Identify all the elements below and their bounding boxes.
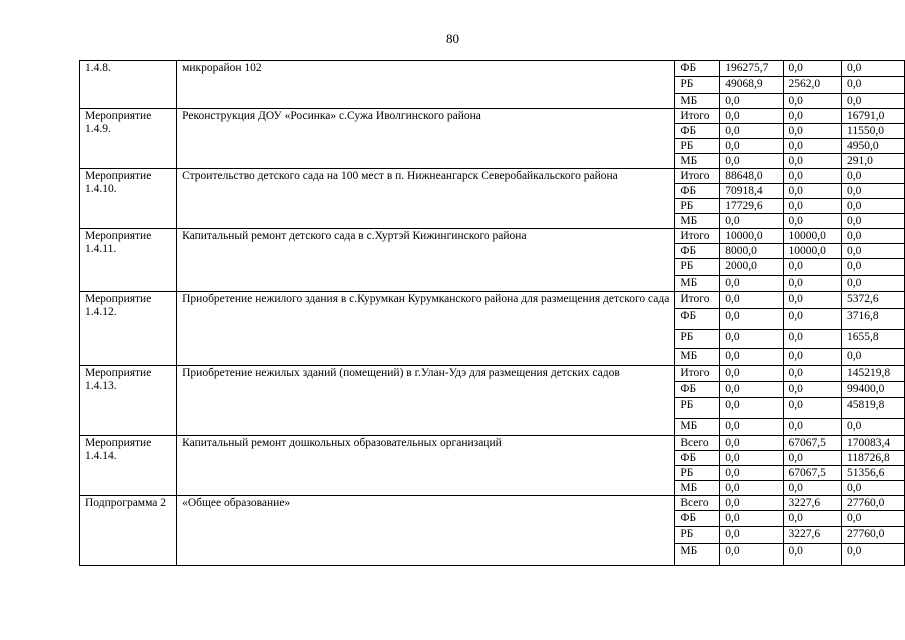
value-cell-2: 0,0 [783, 139, 841, 154]
activity-label: Мероприятие [85, 110, 152, 122]
value-cell-3: 0,0 [842, 214, 905, 229]
value-cell-1: 0,0 [720, 451, 783, 466]
activity-number: 1.4.13. [85, 380, 117, 392]
value-cell-1: 0,0 [720, 349, 783, 366]
value-cell-3: 45819,8 [842, 398, 905, 419]
value-cell-2: 0,0 [783, 259, 841, 276]
activity-label: Мероприятие [85, 437, 152, 449]
value-cell-3: 0,0 [842, 244, 905, 259]
value-cell-3: 145219,8 [842, 366, 905, 382]
funding-source-cell: ФБ [675, 382, 720, 398]
value-cell-3: 0,0 [842, 349, 905, 366]
value-cell-1: 0,0 [720, 511, 783, 527]
activity-cell [80, 436, 177, 496]
activity-description: Реконструкция ДОУ «Росинка» с.Сужа Иволгинского района [177, 109, 675, 169]
value-cell-2: 10000,0 [783, 244, 841, 259]
value-cell-2: 0,0 [783, 124, 841, 139]
activity-description: Приобретение нежилого здания в с.Курумкан Курумканского района для размещения детского сада [177, 292, 675, 366]
value-cell-1: 0,0 [720, 214, 783, 229]
budget-table-body [80, 61, 905, 566]
funding-source-cell: Итого [675, 366, 720, 382]
funding-source-cell: ФБ [675, 124, 720, 139]
funding-source-cell: РБ [675, 398, 720, 419]
activity-number: 1.4.11. [85, 243, 117, 255]
value-cell-2: 0,0 [783, 94, 841, 109]
value-cell-1: 196275,7 [720, 61, 783, 77]
value-cell-1: 0,0 [720, 527, 783, 544]
value-cell-2: 10000,0 [783, 229, 841, 244]
table-row [80, 292, 905, 309]
activity-label: Мероприятие [85, 367, 152, 379]
funding-source-cell: РБ [675, 466, 720, 481]
activity-cell [80, 496, 177, 566]
value-cell-1: 0,0 [720, 139, 783, 154]
activity-label: Мероприятие [85, 170, 152, 182]
activity-description: Капитальный ремонт детского сада в с.Хуртэй Кижингинского района [177, 229, 675, 292]
table-row [80, 169, 905, 184]
value-cell-1: 49068,9 [720, 77, 783, 94]
funding-source-cell: РБ [675, 259, 720, 276]
funding-source-cell: ФБ [675, 451, 720, 466]
funding-source-cell: РБ [675, 199, 720, 214]
value-cell-2: 0,0 [783, 309, 841, 330]
value-cell-1: 0,0 [720, 124, 783, 139]
funding-source-cell: Итого [675, 109, 720, 124]
activity-number: 1.4.8. [85, 62, 111, 74]
activity-cell [80, 61, 177, 109]
funding-source-cell: ФБ [675, 61, 720, 77]
value-cell-2: 3227,6 [783, 527, 841, 544]
funding-source-cell: МБ [675, 349, 720, 366]
value-cell-1: 0,0 [720, 398, 783, 419]
value-cell-2: 0,0 [783, 199, 841, 214]
value-cell-2: 67067,5 [783, 466, 841, 481]
value-cell-1: 2000,0 [720, 259, 783, 276]
value-cell-2: 0,0 [783, 169, 841, 184]
funding-source-cell: МБ [675, 481, 720, 496]
activity-number: 1.4.9. [85, 123, 111, 135]
activity-number: 1.4.10. [85, 183, 117, 195]
budget-table [79, 60, 905, 566]
funding-source-cell: Итого [675, 229, 720, 244]
value-cell-3: 27760,0 [842, 527, 905, 544]
value-cell-1: 0,0 [720, 109, 783, 124]
activity-label: Мероприятие [85, 230, 152, 242]
value-cell-2: 0,0 [783, 366, 841, 382]
table-row [80, 436, 905, 451]
funding-source-cell: ФБ [675, 244, 720, 259]
value-cell-2: 0,0 [783, 451, 841, 466]
funding-source-cell: МБ [675, 544, 720, 566]
value-cell-2: 0,0 [783, 349, 841, 366]
value-cell-2: 0,0 [783, 184, 841, 199]
activity-description: Приобретение нежилых зданий (помещений) в г.Улан-Удэ для размещения детских садов [177, 366, 675, 436]
value-cell-3: 99400,0 [842, 382, 905, 398]
value-cell-2: 0,0 [783, 419, 841, 436]
value-cell-2: 0,0 [783, 511, 841, 527]
value-cell-1: 0,0 [720, 466, 783, 481]
activity-number: 1.4.12. [85, 306, 117, 318]
funding-source-cell: МБ [675, 214, 720, 229]
value-cell-1: 8000,0 [720, 244, 783, 259]
value-cell-2: 0,0 [783, 481, 841, 496]
funding-source-cell: ФБ [675, 511, 720, 527]
value-cell-3: 0,0 [842, 229, 905, 244]
activity-description: Капитальный ремонт дошкольных образовательных организаций [177, 436, 675, 496]
value-cell-3: 4950,0 [842, 139, 905, 154]
activity-label: Мероприятие [85, 293, 152, 305]
value-cell-1: 0,0 [720, 382, 783, 398]
funding-source-cell: МБ [675, 276, 720, 292]
value-cell-1: 0,0 [720, 94, 783, 109]
activity-label: Подпрограмма 2 [85, 497, 167, 509]
value-cell-3: 0,0 [842, 511, 905, 527]
funding-source-cell: ФБ [675, 309, 720, 330]
value-cell-3: 11550,0 [842, 124, 905, 139]
table-row [80, 496, 905, 511]
activity-cell [80, 366, 177, 436]
value-cell-2: 0,0 [783, 382, 841, 398]
value-cell-1: 17729,6 [720, 199, 783, 214]
page-number: 80 [446, 31, 459, 46]
funding-source-cell: Итого [675, 169, 720, 184]
activity-cell [80, 109, 177, 169]
value-cell-3: 0,0 [842, 94, 905, 109]
value-cell-3: 118726,8 [842, 451, 905, 466]
value-cell-2: 0,0 [783, 276, 841, 292]
funding-source-cell: Всего [675, 496, 720, 511]
value-cell-2: 3227,6 [783, 496, 841, 511]
activity-cell [80, 292, 177, 366]
value-cell-2: 0,0 [783, 154, 841, 169]
value-cell-3: 3716,8 [842, 309, 905, 330]
funding-source-cell: РБ [675, 527, 720, 544]
value-cell-2: 0,0 [783, 544, 841, 566]
value-cell-2: 0,0 [783, 330, 841, 349]
value-cell-3: 16791,0 [842, 109, 905, 124]
value-cell-1: 88648,0 [720, 169, 783, 184]
value-cell-3: 0,0 [842, 276, 905, 292]
value-cell-3: 5372,6 [842, 292, 905, 309]
funding-source-cell: ФБ [675, 184, 720, 199]
value-cell-3: 0,0 [842, 419, 905, 436]
activity-description: микрорайон 102 [177, 61, 675, 109]
value-cell-1: 10000,0 [720, 229, 783, 244]
value-cell-3: 0,0 [842, 481, 905, 496]
value-cell-2: 0,0 [783, 109, 841, 124]
value-cell-3: 0,0 [842, 61, 905, 77]
value-cell-1: 0,0 [720, 496, 783, 511]
activity-cell [80, 169, 177, 229]
value-cell-1: 0,0 [720, 292, 783, 309]
value-cell-3: 27760,0 [842, 496, 905, 511]
funding-source-cell: МБ [675, 94, 720, 109]
value-cell-2: 0,0 [783, 292, 841, 309]
value-cell-1: 0,0 [720, 330, 783, 349]
value-cell-1: 0,0 [720, 544, 783, 566]
value-cell-1: 0,0 [720, 436, 783, 451]
table-row [80, 109, 905, 124]
value-cell-3: 0,0 [842, 199, 905, 214]
value-cell-1: 0,0 [720, 276, 783, 292]
value-cell-3: 0,0 [842, 544, 905, 566]
activity-number: 1.4.14. [85, 450, 117, 462]
value-cell-2: 0,0 [783, 214, 841, 229]
value-cell-1: 70918,4 [720, 184, 783, 199]
value-cell-3: 0,0 [842, 259, 905, 276]
value-cell-1: 0,0 [720, 481, 783, 496]
table-row [80, 229, 905, 244]
value-cell-3: 0,0 [842, 184, 905, 199]
activity-description: «Общее образование» [177, 496, 675, 566]
activity-description: Строительство детского сада на 100 мест в п. Нижнеангарск Северобайкальского района [177, 169, 675, 229]
funding-source-cell: Итого [675, 292, 720, 309]
value-cell-3: 0,0 [842, 77, 905, 94]
activity-cell [80, 229, 177, 292]
value-cell-3: 0,0 [842, 169, 905, 184]
table-row [80, 61, 905, 77]
value-cell-3: 51356,6 [842, 466, 905, 481]
value-cell-3: 1655,8 [842, 330, 905, 349]
value-cell-2: 67067,5 [783, 436, 841, 451]
funding-source-cell: Всего [675, 436, 720, 451]
value-cell-1: 0,0 [720, 154, 783, 169]
value-cell-1: 0,0 [720, 309, 783, 330]
value-cell-3: 291,0 [842, 154, 905, 169]
table-row [80, 366, 905, 382]
value-cell-2: 0,0 [783, 398, 841, 419]
funding-source-cell: РБ [675, 330, 720, 349]
value-cell-2: 2562,0 [783, 77, 841, 94]
value-cell-1: 0,0 [720, 419, 783, 436]
funding-source-cell: РБ [675, 77, 720, 94]
value-cell-1: 0,0 [720, 366, 783, 382]
funding-source-cell: МБ [675, 419, 720, 436]
value-cell-2: 0,0 [783, 61, 841, 77]
value-cell-3: 170083,4 [842, 436, 905, 451]
funding-source-cell: РБ [675, 139, 720, 154]
funding-source-cell: МБ [675, 154, 720, 169]
